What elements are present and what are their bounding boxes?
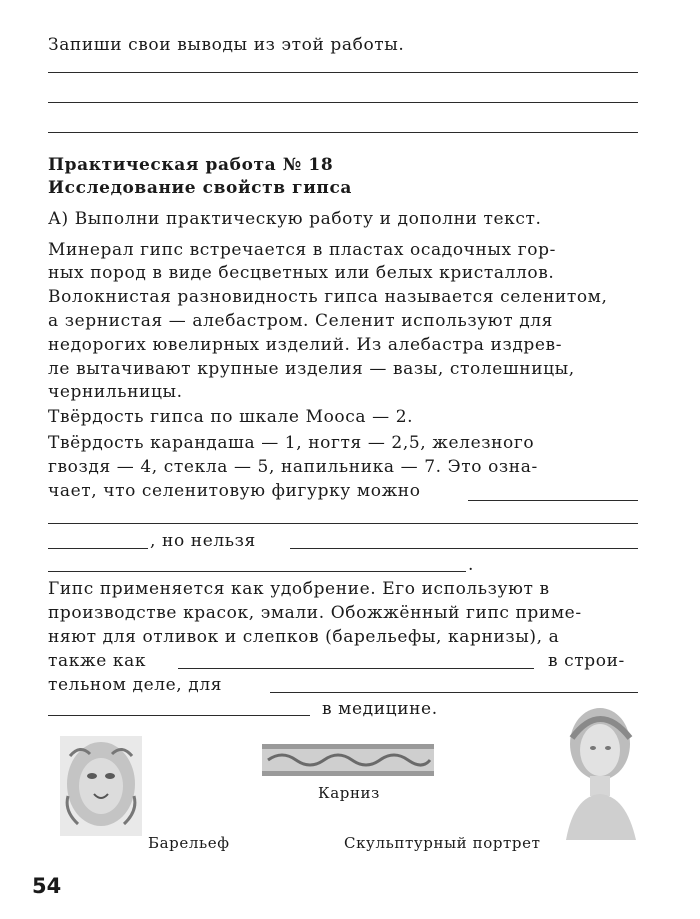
cornice-caption: Карниз	[318, 784, 380, 802]
in-building-text: в строи-	[548, 651, 625, 671]
hardness-gypsum: Твёрдость гипса по шкале Мооса — 2.	[48, 407, 414, 427]
paragraph1-line: чернильницы.	[48, 382, 183, 402]
blank-can-end[interactable]	[48, 548, 148, 549]
paragraph1-line: Волокнистая разновидность гипса называется селенитом,	[48, 287, 608, 307]
work-title: Практическая работа № 18	[48, 155, 334, 175]
paragraph1-line: Минерал гипс встречается в пластах осадочных гор-	[48, 240, 556, 260]
task-a: А) Выполни практическую работу и дополни текст.	[48, 209, 542, 229]
paragraph1-line: а зернистая — алебастром. Селенит используют для	[48, 311, 553, 331]
blank-cannot-continuation[interactable]	[48, 571, 466, 572]
lion-bas-relief-image	[60, 736, 142, 836]
work-subtitle: Исследование свойств гипса	[48, 178, 353, 198]
blank-can-field[interactable]	[468, 500, 638, 501]
cornice-image	[262, 740, 434, 778]
paragraph2-line: производстве красок, эмали. Обожжённый гипс приме-	[48, 603, 582, 623]
paragraph1-line: ле вытачивают крупные изделия — вазы, столешницы,	[48, 359, 575, 379]
hardness-line: чает, что селенитовую фигурку можно	[48, 481, 421, 501]
answer-line-1[interactable]	[48, 72, 638, 73]
paragraph1-line: ных пород в виде бесцветных или белых кристаллов.	[48, 263, 555, 283]
in-medicine-text: в медицине.	[322, 699, 438, 719]
paragraph2-line: Гипс применяется как удобрение. Его используют в	[48, 579, 550, 599]
hardness-line: гвоздя — 4, стекла — 5, напильника — 7. Это озна-	[48, 457, 538, 477]
building-for-text: тельном деле, для	[48, 675, 223, 695]
page-number: 54	[32, 874, 62, 898]
period: .	[468, 555, 475, 575]
paragraph1-line: недорогих ювелирных изделий. Из алебастра издрев-	[48, 335, 563, 355]
paragraph2-line: няют для отливок и слепков (барельефы, карнизы), а	[48, 627, 560, 647]
blank-building-for-field[interactable]	[270, 692, 638, 693]
blank-medicine-field[interactable]	[48, 715, 310, 716]
blank-cannot-field[interactable]	[290, 548, 638, 549]
answer-line-3[interactable]	[48, 132, 638, 133]
blank-can-continuation[interactable]	[48, 523, 638, 524]
sculpture-portrait-image	[552, 700, 650, 848]
but-not-text: , но нельзя	[150, 531, 256, 551]
answer-line-2[interactable]	[48, 102, 638, 103]
portrait-caption: Скульптурный портрет	[344, 834, 541, 852]
top-prompt: Запиши свои выводы из этой работы.	[48, 35, 405, 55]
bas-relief-caption: Барельеф	[148, 834, 230, 852]
also-as-text: также как	[48, 651, 147, 671]
blank-also-as-field[interactable]	[178, 668, 534, 669]
hardness-line: Твёрдость карандаша — 1, ногтя — 2,5, железного	[48, 433, 535, 453]
